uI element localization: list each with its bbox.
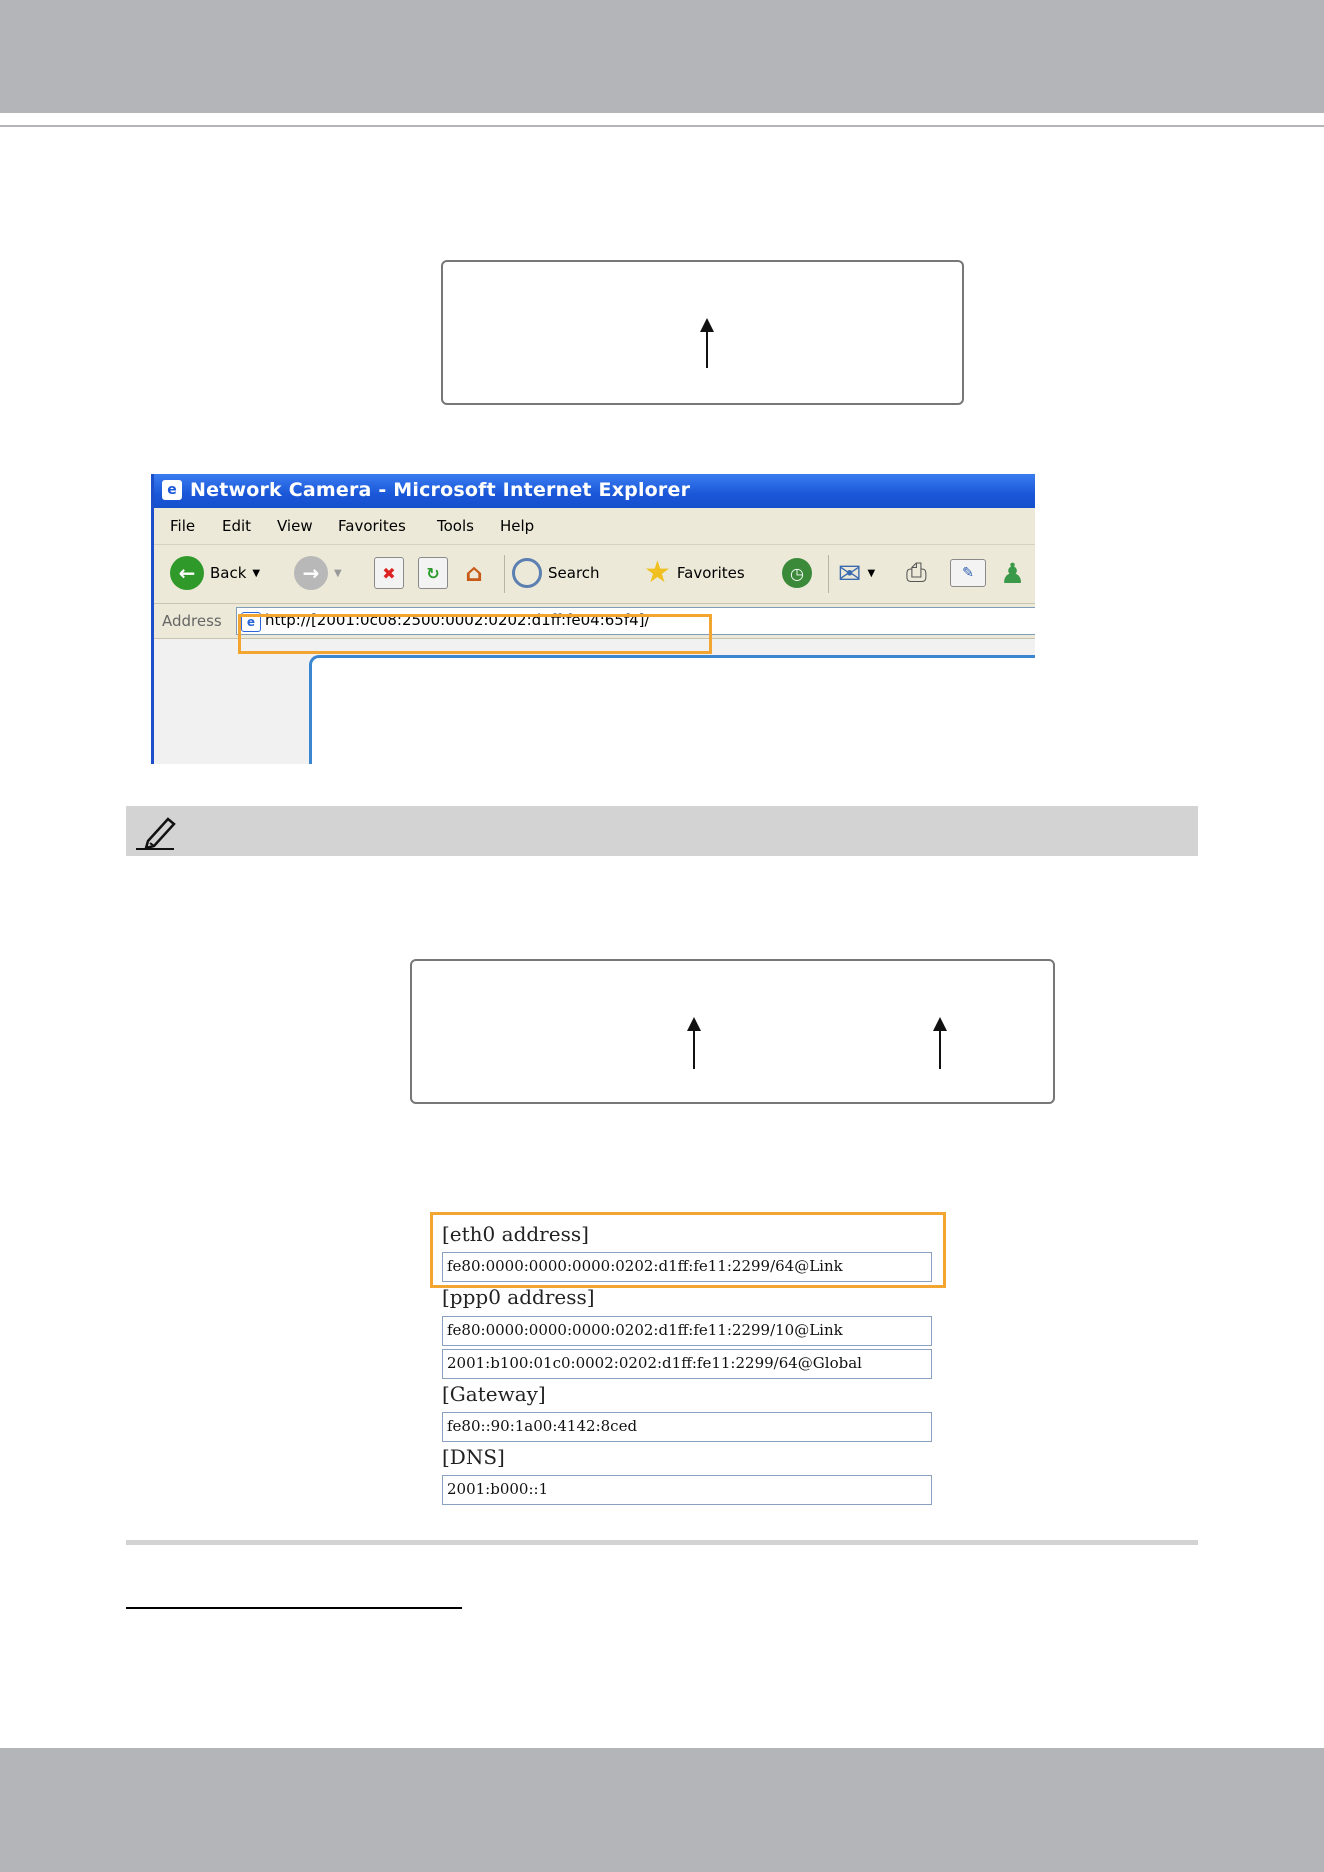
search-label: Search	[548, 564, 600, 582]
url-format-callout	[441, 260, 964, 405]
back-button[interactable]	[170, 553, 260, 593]
refresh-button[interactable]	[418, 553, 448, 593]
gateway-label: [Gateway]	[442, 1382, 546, 1406]
stop-button[interactable]	[374, 553, 404, 593]
forward-button[interactable]	[294, 553, 342, 593]
history-button[interactable]	[782, 553, 812, 593]
edit-icon: ✎	[950, 559, 986, 587]
menu-view[interactable]: View	[277, 517, 313, 535]
home-button[interactable]	[460, 553, 488, 593]
back-arrow-icon: ←	[170, 556, 204, 590]
home-icon: ⌂	[465, 559, 483, 587]
messenger-button[interactable]	[1000, 553, 1025, 593]
page-footer-band	[0, 1748, 1324, 1872]
note-banner	[126, 806, 1198, 856]
dropdown-icon: ▼	[252, 567, 261, 579]
menu-favorites[interactable]: Favorites	[338, 517, 406, 535]
browser-titlebar	[154, 474, 1035, 508]
mail-icon: ✉	[838, 556, 862, 590]
address-label: Address	[162, 612, 222, 630]
eth0-value: fe80:0000:0000:0000:0202:d1ff:fe11:2299/64@Link	[442, 1252, 932, 1282]
eth0-label: [eth0 address]	[442, 1222, 589, 1246]
menu-tools[interactable]: Tools	[437, 517, 474, 535]
search-icon	[512, 558, 542, 588]
pencil-note-icon	[134, 811, 178, 851]
page-header-band	[0, 0, 1324, 113]
menu-edit[interactable]: Edit	[222, 517, 252, 535]
address-url: http://[2001:0c08:2500:0002:0202:d1ff:fe04:65f4]/	[265, 611, 650, 629]
dropdown-icon: ▼	[334, 567, 342, 579]
toolbar-separator	[504, 555, 505, 593]
browser-title: Network Camera - Microsoft Internet Explorer	[190, 479, 691, 501]
toolbar-separator	[828, 555, 829, 593]
dropdown-icon: ▼	[867, 567, 876, 579]
refresh-icon: ↻	[418, 557, 448, 589]
header-rule	[0, 125, 1324, 127]
content-frame	[309, 655, 1035, 764]
favorites-label: Favorites	[676, 564, 745, 582]
ppp0-link-value: fe80:0000:0000:0000:0202:d1ff:fe11:2299/10@Link	[442, 1316, 932, 1346]
ie-page-icon: e	[162, 480, 182, 500]
print-icon: ⎙	[906, 557, 927, 588]
address-highlight-box	[238, 614, 712, 654]
browser-content-area	[154, 639, 1035, 764]
favorites-star-icon: ★	[644, 555, 671, 590]
menu-file[interactable]: File	[170, 517, 196, 535]
stop-icon: ✖	[374, 557, 404, 589]
search-button[interactable]	[512, 553, 600, 593]
mail-button[interactable]	[838, 553, 875, 593]
browser-toolbar	[154, 545, 1035, 604]
ppp0-global-value: 2001:b100:01c0:0002:0202:d1ff:fe11:2299/64@Global	[442, 1349, 932, 1379]
favorites-button[interactable]	[644, 553, 745, 593]
browser-window	[151, 474, 1035, 764]
messenger-icon: ♟	[1000, 556, 1026, 590]
forward-arrow-icon: →	[294, 556, 328, 590]
eth0-highlight-box	[430, 1212, 946, 1288]
menu-help[interactable]: Help	[500, 517, 535, 535]
gateway-value: fe80::90:1a00:4142:8ced	[442, 1412, 932, 1442]
dns-value: 2001:b000::1	[442, 1475, 932, 1505]
section-rule	[126, 1540, 1198, 1545]
address-format-callout	[410, 959, 1055, 1104]
ie-page-icon: e	[241, 612, 261, 632]
ppp0-label: [ppp0 address]	[442, 1285, 595, 1309]
menu-bar	[154, 508, 1035, 545]
print-button[interactable]	[906, 553, 927, 593]
footnote-rule	[126, 1607, 462, 1609]
back-label: Back	[210, 564, 247, 582]
history-icon: ◷	[782, 558, 812, 588]
dns-label: [DNS]	[442, 1445, 505, 1469]
edit-button[interactable]	[950, 553, 986, 593]
